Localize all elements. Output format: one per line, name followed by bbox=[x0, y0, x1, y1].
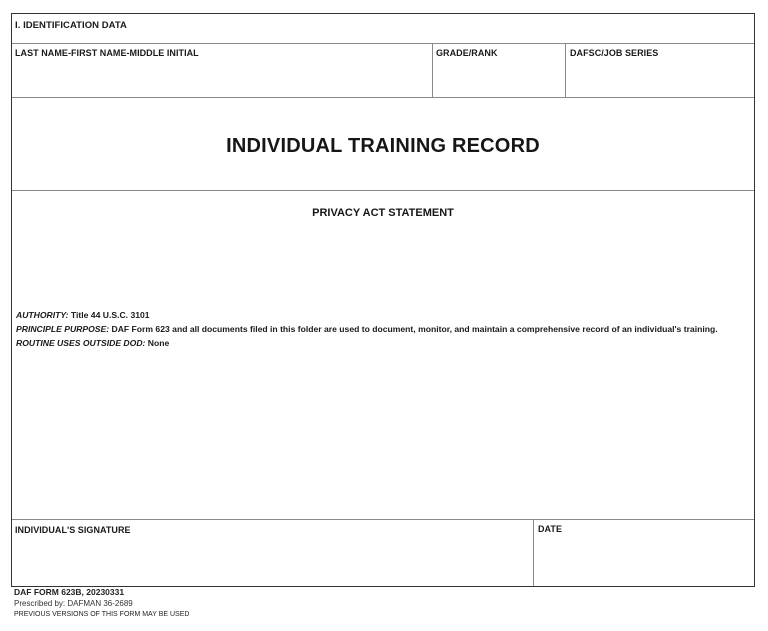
prescribed-by: Prescribed by: DAFMAN 36-2689 bbox=[14, 599, 133, 608]
authority-line bbox=[16, 308, 736, 322]
form-footer bbox=[14, 587, 189, 620]
grade-field-label: GRADE/RANK bbox=[436, 48, 498, 58]
purpose-text: DAF Form 623 and all documents filed in this folder are used to document, monitor, and maintain a comprehensive record of an individual's training. bbox=[109, 324, 718, 334]
privacy-act-body bbox=[16, 308, 736, 350]
routine-uses-text: None bbox=[145, 338, 170, 348]
signature-field-label: INDIVIDUAL'S SIGNATURE bbox=[15, 525, 131, 535]
purpose-line bbox=[16, 322, 736, 336]
divider bbox=[565, 43, 566, 97]
privacy-act-heading: PRIVACY ACT STATEMENT bbox=[312, 207, 454, 219]
signature-input[interactable] bbox=[14, 538, 530, 582]
routine-uses-label: ROUTINE USES OUTSIDE DOD: bbox=[16, 338, 146, 348]
divider bbox=[12, 97, 754, 98]
divider bbox=[12, 190, 754, 191]
date-input[interactable] bbox=[536, 538, 752, 582]
purpose-label: PRINCIPLE PURPOSE: bbox=[16, 324, 110, 334]
training-record-form bbox=[11, 13, 755, 587]
form-id: DAF FORM 623B, 20230331 bbox=[14, 587, 125, 597]
dafsc-field-label: DAFSC/JOB SERIES bbox=[570, 48, 659, 58]
authority-label: AUTHORITY: bbox=[16, 310, 69, 320]
grade-input[interactable] bbox=[434, 60, 564, 96]
section-heading-identification: I. IDENTIFICATION DATA bbox=[15, 20, 127, 31]
divider bbox=[533, 519, 534, 586]
previous-versions-note: PREVIOUS VERSIONS OF THIS FORM MAY BE USED bbox=[14, 611, 190, 618]
routine-uses-line bbox=[16, 336, 736, 350]
dafsc-input[interactable] bbox=[568, 60, 752, 96]
divider bbox=[432, 43, 433, 97]
date-field-label: DATE bbox=[538, 524, 563, 534]
divider bbox=[12, 43, 754, 44]
divider bbox=[12, 519, 754, 520]
authority-text: Title 44 U.S.C. 3101 bbox=[68, 310, 150, 320]
form-title: INDIVIDUAL TRAINING RECORD bbox=[226, 135, 540, 157]
name-field-label: LAST NAME-FIRST NAME-MIDDLE INITIAL bbox=[15, 48, 199, 58]
name-input[interactable] bbox=[14, 60, 430, 96]
